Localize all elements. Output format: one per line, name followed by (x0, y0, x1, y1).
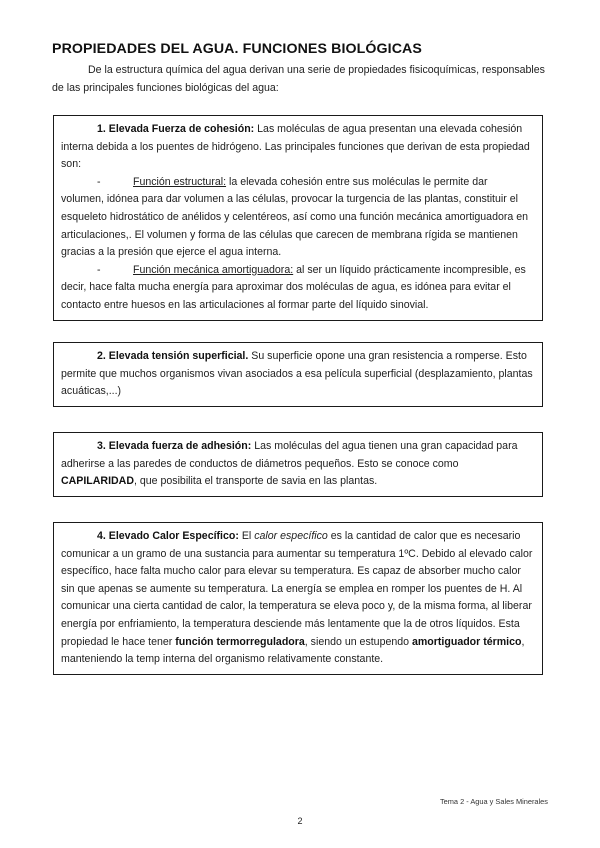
section-body-end: , que posibilita el transporte de savia en las plantas. (133, 475, 378, 488)
bullet-dash: - (97, 175, 101, 188)
intro-paragraph: De la estructura química del agua derivan una serie de propiedades fisicoquímicas, responsables de las principales funciones biológicas del agua: (52, 64, 545, 94)
list-item (61, 174, 533, 262)
section-title: 3. Elevada fuerza de adhesión: (97, 440, 252, 452)
section-title: 2. Elevada tensión superficial. (97, 350, 249, 362)
section-adhesion (53, 432, 543, 497)
section-title: 4. Elevado Calor Específico: (97, 530, 239, 542)
page-number: 2 (297, 816, 303, 826)
section-body-start: El (241, 530, 252, 542)
item-text: la elevada cohesión entre sus moléculas le permite dar volumen, idónea para dar volumen a las células, provocar la turgencia de las plantas, constituir el esqueleto hidrostático de anélidos y celentéreos, así como una función mecánica amortiguadora en articulaciones,. El volumen y forma de las células que carecen de membrana rígida se mantienen gracias a la presión que ejerce el agua interna. (61, 175, 528, 259)
bullet-dash: - (97, 263, 101, 276)
section-body-mid: , siendo un estupendo (304, 635, 410, 648)
section-paragraph (61, 528, 533, 669)
italic-term: calor específico (254, 530, 328, 542)
section-body-end: , manteniendo la temp interna del organismo relativamente constante. (61, 635, 525, 666)
section-body: es la cantidad de calor que es necesario comunicar a un gramo de una sustancia para aumentar su temperatura 1ºC. Debido al elevado calor específico, hace falta mucho calor para elevar su temperatura. Es capaz de absorber mucho calor sin que apenas se aumente su temperatura. La energía se emplea en romper los puentes de H. Al comunicar una cierta cantidad de calor, la temperatura se eleva poco y, de la misma forma, al liberar energía por enfriamiento, la temperatura desciende más lentamente que la de otros líquidos. Esta propiedad le hace tener (61, 530, 533, 648)
section-paragraph (61, 438, 533, 491)
section-paragraph (61, 121, 533, 174)
item-label: Función mecánica amortiguadora: (133, 263, 294, 276)
section-body: Las moléculas de agua presentan una elevada cohesión interna debida a los puentes de hidrógeno. Las principales funciones que derivan de esta propiedad son: (61, 123, 530, 171)
section-cohesion (53, 115, 543, 321)
item-label: Función estructural: (133, 175, 227, 188)
capilaridad-term: CAPILARIDAD (61, 475, 134, 488)
footer-course: Tema 2 - Agua y Sales Minerales (439, 797, 548, 806)
page-title: PROPIEDADES DEL AGUA. FUNCIONES BIOLÓGICAS (52, 41, 422, 57)
bold-term-amortiguador: amortiguador térmico (412, 635, 522, 648)
section-body: Su superficie opone una gran resistencia a romperse. Esto permite que muchos organismos vivan asociados a esa película superficial (desplazamiento, plantas acuáticas,...) (61, 350, 533, 398)
section-calor-especifico (53, 522, 543, 675)
section-body: Las moléculas del agua tienen una gran capacidad para adherirse a las paredes de conductos de diámetros pequeños. Esto se conoce como (61, 440, 518, 470)
section-tension-superficial (53, 342, 543, 407)
bold-term-termorreguladora: función termorreguladora (175, 635, 305, 648)
section-title: 1. Elevada Fuerza de cohesión: (97, 123, 255, 135)
item-text: al ser un líquido prácticamente incompresible, es decir, hace falta mucha energía para aproximar dos moléculas de agua, es idónea para evitar el contacto entre huesos en las articulaciones al formar parte del líquido sinovial. (61, 263, 526, 311)
list-item (61, 262, 533, 315)
section-paragraph (61, 348, 533, 401)
